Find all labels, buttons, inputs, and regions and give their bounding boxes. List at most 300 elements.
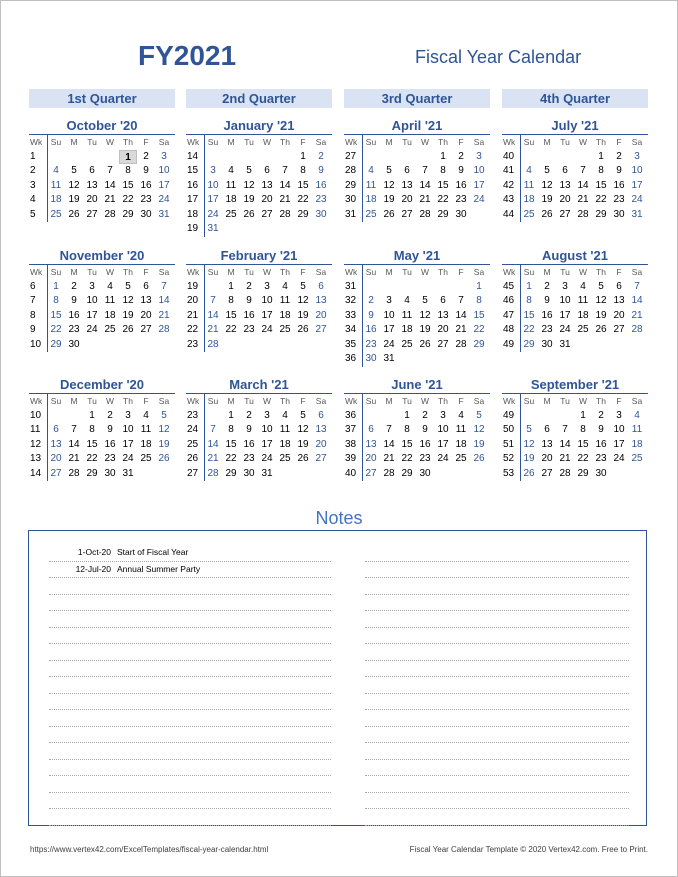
day-cell: 23	[104, 453, 116, 464]
week-row	[29, 467, 175, 482]
day-cell: 21	[279, 194, 291, 205]
day-cell	[520, 150, 538, 165]
day-cell: 31	[631, 208, 643, 220]
day-cell: 23	[243, 324, 255, 335]
day-cell	[380, 409, 398, 424]
week-row	[186, 150, 332, 165]
notes-line[interactable]	[49, 578, 331, 595]
day-cell: 10	[631, 165, 643, 176]
day-cell	[398, 150, 416, 165]
day-cell: 23	[541, 324, 553, 335]
day-cell	[119, 338, 137, 353]
day-cell: 9	[318, 165, 324, 176]
week-number: 46	[503, 295, 515, 306]
day-cell: 12	[383, 179, 395, 191]
week-number: 1	[30, 150, 36, 162]
day-cell: 26	[297, 453, 309, 464]
day-cell: 18	[577, 309, 589, 321]
week-number: 43	[503, 194, 515, 205]
week-number: 40	[503, 150, 515, 162]
weekday-label: Sa	[315, 267, 327, 277]
day-cell: 22	[523, 324, 535, 335]
day-cell: 7	[562, 424, 568, 435]
day-cell: 7	[458, 295, 464, 306]
week-number: 14	[187, 150, 199, 162]
day-cell: 16	[140, 179, 152, 191]
day-cell: 7	[282, 165, 288, 176]
week-number: 36	[345, 353, 357, 364]
weekday-label: Su	[365, 396, 377, 406]
day-cell	[592, 338, 610, 353]
day-cell: 16	[613, 179, 625, 191]
week-number: 4	[30, 194, 36, 205]
week-row	[186, 467, 332, 482]
day-cell: 14	[279, 179, 291, 191]
day-cell: 11	[140, 424, 152, 435]
notes-line[interactable]	[365, 710, 629, 727]
note-text: Annual Summer Party	[117, 563, 201, 574]
day-cell: 27	[140, 324, 152, 335]
week-row	[29, 338, 175, 353]
week-number: 7	[30, 295, 36, 306]
day-cell: 20	[140, 309, 152, 321]
weekday-label: F	[143, 137, 149, 147]
day-cell: 20	[401, 194, 413, 205]
day-cell: 13	[315, 295, 327, 306]
day-cell: 26	[541, 208, 553, 220]
notes-line[interactable]	[49, 562, 331, 579]
week-number-header: Wk	[187, 396, 200, 406]
day-cell: 25	[225, 208, 237, 220]
day-cell: 7	[210, 295, 216, 306]
notes-line[interactable]	[365, 694, 629, 711]
day-cell: 18	[279, 438, 291, 450]
weekday-label: Tu	[244, 137, 254, 147]
day-cell: 29	[437, 208, 449, 220]
day-cell: 25	[140, 453, 152, 464]
week-number: 14	[30, 467, 42, 479]
day-cell: 16	[68, 309, 80, 321]
week-number-divider	[204, 394, 205, 481]
week-number: 31	[345, 280, 357, 292]
day-cell: 10	[207, 179, 219, 191]
notes-line[interactable]	[49, 776, 331, 793]
notes-line[interactable]	[49, 793, 331, 810]
week-number: 36	[345, 409, 357, 421]
day-cell: 3	[210, 165, 216, 176]
week-number: 53	[503, 467, 515, 479]
month-name: December '20	[29, 377, 175, 394]
day-cell: 23	[613, 194, 625, 205]
week-row	[186, 409, 332, 424]
day-cell: 28	[279, 208, 291, 220]
notes-line[interactable]	[365, 578, 629, 595]
day-cell: 5	[544, 165, 550, 176]
week-row	[344, 338, 490, 353]
week-number: 27	[345, 150, 357, 162]
day-cell: 23	[315, 194, 327, 205]
notes-line[interactable]	[365, 661, 629, 678]
week-row	[186, 193, 332, 208]
week-row	[344, 423, 490, 438]
notes-line[interactable]	[365, 562, 629, 579]
day-cell: 5	[300, 280, 306, 292]
notes-line[interactable]	[365, 611, 629, 628]
day-cell: 22	[297, 194, 309, 205]
day-cell: 24	[261, 453, 273, 464]
day-cell	[520, 409, 538, 424]
day-cell: 18	[523, 194, 535, 205]
month-name: September '21	[502, 377, 648, 394]
day-cell	[240, 150, 258, 165]
day-cell: 4	[282, 280, 288, 292]
day-cell: 31	[383, 353, 395, 364]
day-cell: 6	[264, 165, 270, 176]
day-cell: 5	[526, 424, 532, 435]
day-cell: 30	[455, 208, 467, 220]
weekday-label: Su	[50, 267, 62, 277]
week-row	[344, 294, 490, 309]
day-cell: 26	[473, 453, 485, 464]
day-cell: 10	[437, 424, 449, 435]
day-cell	[610, 338, 628, 353]
notes-line[interactable]	[49, 595, 331, 612]
day-cell: 8	[228, 295, 234, 306]
week-row	[186, 208, 332, 223]
day-cell: 1	[228, 409, 234, 421]
day-cell: 9	[368, 309, 374, 321]
day-cell: 5	[246, 165, 252, 176]
notes-line[interactable]	[49, 727, 331, 744]
day-cell: 2	[458, 150, 464, 162]
day-cell: 30	[419, 467, 431, 479]
day-cell: 9	[598, 424, 604, 435]
week-number: 28	[345, 165, 357, 176]
day-cell: 10	[122, 424, 134, 435]
week-number: 31	[345, 208, 357, 220]
day-cell: 16	[419, 438, 431, 450]
week-row	[344, 352, 490, 367]
month-block	[502, 248, 648, 352]
weekday-label: Su	[523, 396, 535, 406]
day-cell: 14	[383, 438, 395, 450]
notes-line[interactable]	[49, 611, 331, 628]
day-cell: 15	[225, 309, 237, 321]
day-cell: 8	[598, 165, 604, 176]
weekday-label: Su	[523, 267, 535, 277]
notes-line[interactable]	[365, 628, 629, 645]
week-number: 50	[503, 424, 515, 435]
weekday-label: Su	[207, 396, 219, 406]
week-number: 47	[503, 309, 515, 321]
notes-line[interactable]	[49, 644, 331, 661]
day-cell: 23	[68, 324, 80, 335]
weekday-header-row	[29, 265, 175, 280]
day-cell: 19	[595, 309, 607, 321]
day-cell: 25	[104, 324, 116, 335]
week-row	[502, 452, 648, 467]
notes-column-right	[365, 545, 629, 826]
day-cell: 11	[577, 295, 589, 306]
notes-line[interactable]	[365, 595, 629, 612]
notes-line[interactable]	[49, 743, 331, 760]
day-cell: 8	[125, 165, 131, 176]
day-cell: 23	[419, 453, 431, 464]
day-cell: 17	[261, 438, 273, 450]
weekday-label: Tu	[87, 396, 97, 406]
day-cell: 11	[279, 295, 291, 306]
day-cell: 18	[104, 309, 116, 321]
week-number: 40	[345, 467, 357, 479]
weekday-header-row	[29, 135, 175, 150]
week-number-header: Wk	[187, 267, 200, 277]
day-cell: 15	[86, 438, 98, 450]
day-cell: 21	[559, 453, 571, 464]
notes-line[interactable]	[365, 644, 629, 661]
week-number: 49	[503, 409, 515, 421]
day-cell	[155, 467, 173, 482]
day-cell: 11	[365, 179, 377, 191]
weekday-label: W	[578, 137, 588, 147]
day-cell: 6	[89, 165, 95, 176]
day-cell: 8	[440, 165, 446, 176]
week-number: 19	[187, 223, 199, 234]
day-cell: 20	[559, 194, 571, 205]
week-number: 52	[503, 453, 515, 464]
note-text: Start of Fiscal Year	[117, 547, 189, 557]
month-block	[29, 248, 175, 352]
day-cell: 26	[595, 324, 607, 335]
day-cell: 21	[104, 194, 116, 205]
day-cell	[312, 222, 330, 237]
day-cell: 23	[455, 194, 467, 205]
day-cell	[312, 338, 330, 353]
day-cell: 2	[71, 280, 77, 292]
day-cell: 28	[419, 208, 431, 220]
day-cell: 16	[365, 324, 377, 335]
week-number: 3	[30, 179, 36, 191]
day-cell: 1	[119, 150, 137, 165]
notes-line[interactable]	[49, 694, 331, 711]
day-cell: 18	[225, 194, 237, 205]
notes-line[interactable]	[365, 793, 629, 810]
day-cell: 12	[68, 179, 80, 191]
weekday-label: M	[385, 137, 393, 147]
day-cell: 1	[300, 150, 306, 162]
week-row	[502, 423, 648, 438]
day-cell: 17	[383, 324, 395, 335]
month-name: February '21	[186, 248, 332, 265]
day-cell: 7	[422, 165, 428, 176]
day-cell	[258, 338, 276, 353]
week-row	[29, 179, 175, 194]
day-cell: 19	[243, 194, 255, 205]
week-number: 9	[30, 324, 36, 335]
day-cell: 9	[616, 165, 622, 176]
day-cell: 16	[243, 309, 255, 321]
day-cell: 29	[122, 208, 134, 220]
week-row	[344, 309, 490, 324]
day-cell: 1	[228, 280, 234, 292]
day-cell: 5	[386, 165, 392, 176]
notes-line[interactable]	[49, 809, 331, 826]
day-cell: 5	[422, 295, 428, 306]
week-number: 34	[345, 324, 357, 335]
day-cell: 22	[50, 324, 62, 335]
day-cell	[101, 150, 119, 165]
day-cell: 22	[577, 453, 589, 464]
day-cell: 19	[419, 324, 431, 335]
day-cell	[258, 150, 276, 165]
week-number: 18	[187, 208, 199, 220]
day-cell: 11	[523, 179, 535, 191]
weekday-label: M	[385, 267, 393, 277]
day-cell: 8	[300, 165, 306, 176]
day-cell: 14	[207, 438, 219, 450]
weekday-label: Th	[596, 137, 606, 147]
week-row	[29, 423, 175, 438]
day-cell: 8	[526, 295, 532, 306]
day-cell: 14	[455, 309, 467, 321]
week-number-header: Wk	[187, 137, 200, 147]
day-cell: 2	[598, 409, 604, 421]
weekday-label: F	[143, 267, 149, 277]
day-cell: 6	[562, 165, 568, 176]
day-cell: 3	[161, 150, 167, 162]
weekday-label: Sa	[473, 396, 485, 406]
weekday-label: Tu	[244, 396, 254, 406]
day-cell: 13	[315, 424, 327, 435]
day-cell: 10	[613, 424, 625, 435]
month-block	[344, 118, 490, 222]
weekday-header-row	[186, 394, 332, 409]
notes-line[interactable]	[49, 545, 331, 562]
week-number-divider	[362, 135, 363, 222]
weekday-label: W	[262, 267, 272, 277]
day-cell: 6	[318, 409, 324, 421]
day-cell: 18	[401, 324, 413, 335]
notes-line[interactable]	[49, 661, 331, 678]
day-cell	[398, 280, 416, 295]
day-cell: 22	[473, 324, 485, 335]
footer-copyright: Fiscal Year Calendar Template © 2020 Vertex42.com. Free to Print.	[409, 845, 648, 854]
week-row	[29, 193, 175, 208]
weekday-label: Th	[596, 396, 606, 406]
weekday-label: Th	[123, 137, 133, 147]
month-block	[186, 377, 332, 481]
week-row	[29, 323, 175, 338]
notes-line[interactable]	[365, 809, 629, 826]
day-cell: 25	[279, 324, 291, 335]
week-row	[29, 309, 175, 324]
notes-line[interactable]	[49, 760, 331, 777]
day-cell: 30	[541, 338, 553, 350]
day-cell: 19	[523, 453, 535, 464]
weekday-label: Th	[596, 267, 606, 277]
week-number: 35	[345, 338, 357, 350]
week-number: 20	[187, 295, 199, 306]
week-row	[29, 208, 175, 223]
week-row	[502, 438, 648, 453]
day-cell	[222, 150, 240, 165]
notes-line[interactable]	[365, 545, 629, 562]
day-cell: 15	[595, 179, 607, 191]
day-cell: 2	[107, 409, 113, 421]
page-title: FY2021	[138, 40, 237, 71]
week-row	[344, 323, 490, 338]
day-cell: 21	[419, 194, 431, 205]
notes-line[interactable]	[365, 677, 629, 694]
day-cell: 21	[631, 309, 643, 321]
day-cell: 15	[50, 309, 62, 321]
notes-line[interactable]	[365, 760, 629, 777]
footer-url[interactable]: https://www.vertex42.com/ExcelTemplates/fiscal-year-calendar.html	[30, 845, 269, 854]
week-number-header: Wk	[30, 267, 43, 277]
day-cell: 18	[631, 438, 643, 450]
notes-line[interactable]	[365, 776, 629, 793]
page-subtitle: Fiscal Year Calendar	[415, 47, 582, 67]
month-name: April '21	[344, 118, 490, 135]
week-row	[186, 423, 332, 438]
weekday-label: Tu	[87, 137, 97, 147]
day-cell: 4	[282, 409, 288, 421]
notes-line[interactable]	[49, 677, 331, 694]
weekday-label: F	[616, 396, 622, 406]
day-cell: 26	[419, 338, 431, 350]
week-number: 11	[30, 424, 41, 435]
notes-line[interactable]	[365, 727, 629, 744]
day-cell: 8	[53, 295, 59, 306]
notes-line[interactable]	[49, 628, 331, 645]
day-cell: 17	[122, 438, 134, 450]
day-cell: 28	[631, 324, 643, 335]
week-number: 29	[345, 179, 357, 191]
day-cell: 7	[71, 424, 77, 435]
day-cell: 9	[107, 424, 113, 435]
day-cell: 21	[158, 309, 170, 321]
week-number: 15	[187, 165, 199, 176]
weekday-label: Su	[207, 137, 219, 147]
day-cell	[434, 280, 452, 295]
day-cell	[47, 150, 65, 165]
day-cell: 8	[476, 295, 482, 306]
day-cell	[380, 150, 398, 165]
day-cell: 26	[297, 324, 309, 335]
month-name: July '21	[502, 118, 648, 135]
week-number: 42	[503, 179, 515, 191]
day-cell: 7	[161, 280, 167, 292]
day-cell	[137, 338, 155, 353]
week-number: 2	[30, 165, 36, 176]
day-cell: 27	[401, 208, 413, 220]
day-cell: 21	[455, 324, 467, 335]
week-row	[186, 323, 332, 338]
weekday-header-row	[344, 135, 490, 150]
day-cell: 14	[158, 295, 170, 306]
day-cell: 14	[207, 309, 219, 321]
day-cell: 12	[473, 424, 485, 435]
day-cell: 22	[86, 453, 98, 464]
day-cell: 23	[140, 194, 152, 205]
day-cell: 26	[243, 208, 255, 220]
notes-line[interactable]	[49, 710, 331, 727]
notes-line[interactable]	[365, 743, 629, 760]
day-cell: 5	[476, 409, 482, 421]
weekday-label: M	[70, 396, 78, 406]
day-cell: 22	[122, 194, 134, 205]
day-cell: 9	[544, 295, 550, 306]
day-cell: 2	[246, 280, 252, 292]
